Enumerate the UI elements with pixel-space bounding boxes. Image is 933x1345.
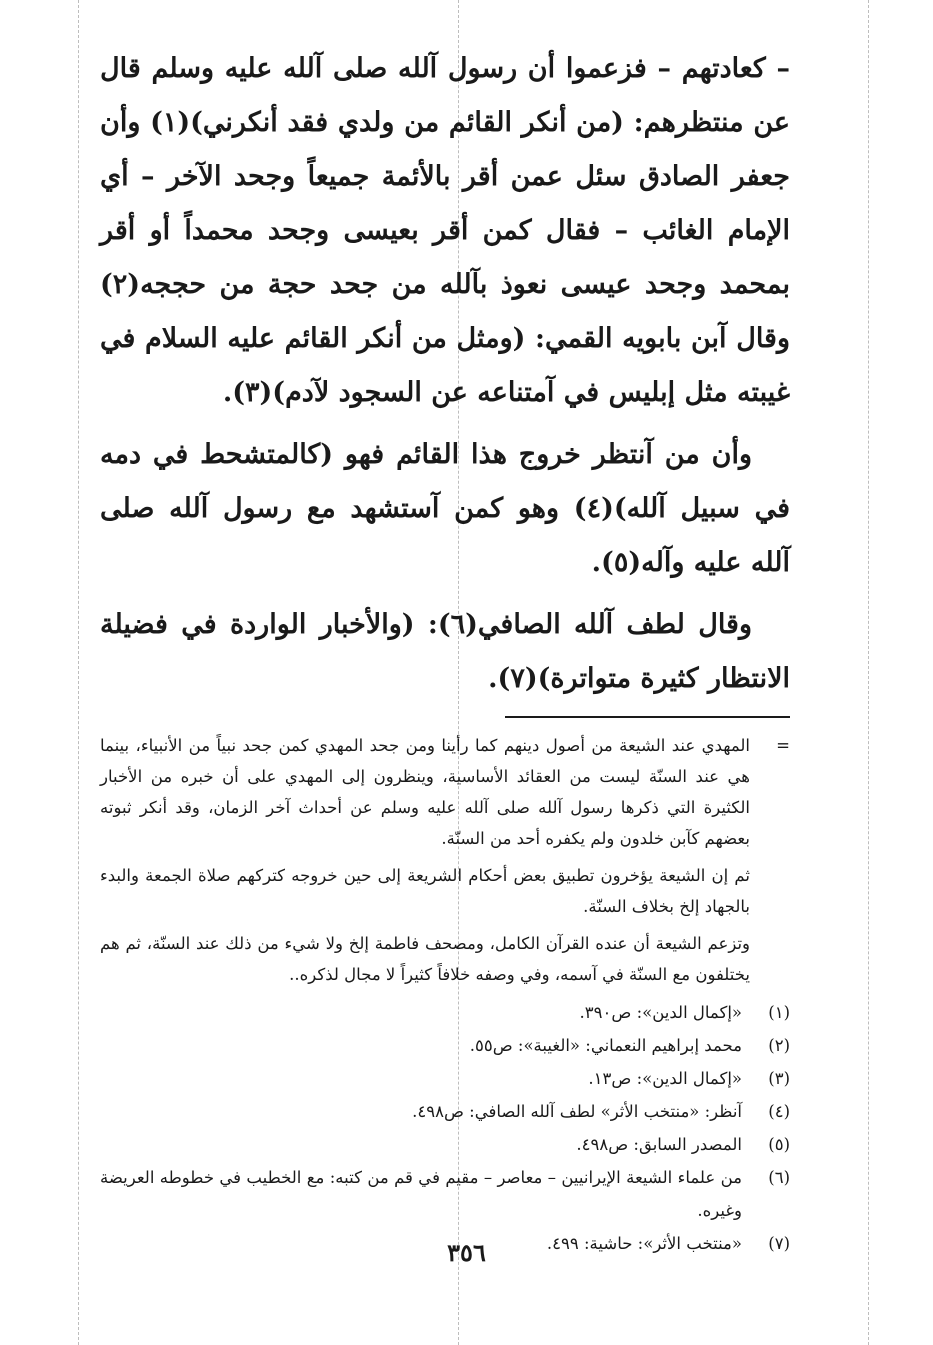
- footnotes-list: [100, 996, 790, 1260]
- footnote-text: «منتخب الأثر»: حاشية: ٤٩٩.: [546, 1234, 742, 1253]
- footnote-continuation: [100, 730, 790, 990]
- continued-note-1: [100, 730, 790, 854]
- footnote-item: [100, 1029, 790, 1062]
- footnote-number: (٢): [768, 1036, 790, 1055]
- footnote-text: «إكمال الدين»: ص١٣.: [588, 1069, 742, 1088]
- footnote-separator: [505, 716, 790, 718]
- footnote-number: (٧): [768, 1234, 790, 1253]
- footnote-item: [100, 1161, 790, 1227]
- footnote-text: آنظر: «منتخب الأثر» لطف آلله الصافي: ص٤٩٨.: [412, 1102, 742, 1121]
- footnote-item: [100, 1128, 790, 1161]
- paragraph-2: وأن من آنتظر خروج هذا القائم فهو (كالمتشحط في دمه في سبيل آلله)(٤) وهو كمن آستشهد مع رسول آلله صلى آلله عليه وآله(٥).: [100, 439, 790, 578]
- paragraph-3: وقال لطف آلله الصافي(٦): (والأخبار الواردة في فضيلة الانتظار كثيرة متواترة)(٧).: [100, 609, 790, 694]
- paragraph-1: – كعادتهم – فزعموا أن رسول آلله صلى آلله عليه وسلم قال عن منتظرهم: (من أنكر القائم من ولدي فقد أنكرني)(١) وأن جعفر الصادق سئل عمن أقر بالأئمة جميعاً وجحد الآخر – أي الإمام الغائب – فقال كمن أقر بعيسى وجحد محمداً أو أقر بمحمد وجحد عيسى نعوذ بآلله من جحد حجة من حججه(٢) وقال آبن بابويه القمي: (ومثل من أنكر القائم عليه السلام في غيبته مثل إبليس في آمتناعه عن السجود لآدم)(٣).: [100, 53, 790, 408]
- book-page: [100, 42, 790, 1260]
- footnote-number: (١): [768, 1003, 790, 1022]
- footnote-item: [100, 1095, 790, 1128]
- footnote-number: (٤): [768, 1102, 790, 1121]
- footnote-text: من علماء الشيعة الإيرانيين – معاصر – مقيم في قم من كتبه: مع الخطيب في خطوطه العريضة وغيره.: [100, 1168, 742, 1220]
- main-text: [100, 42, 790, 706]
- footnote-text: المصدر السابق: ص٤٩٨.: [576, 1135, 742, 1154]
- footnote-text: «إكمال الدين»: ص٣٩٠.: [579, 1003, 742, 1022]
- continuation-mark: =: [776, 736, 790, 755]
- footnote-number: (٦): [768, 1168, 790, 1187]
- continued-note-text: المهدي عند الشيعة من أصول دينهم كما رأينا ومن جحد المهدي كمن جحد نبياً من الأنبياء، بينما هي عند السنّة ليست من العقائد الأساسية، وينظرون إلى المهدي على أن خبره من الأخبار الكثيرة التي ذكرها رسول آلله صلى آلله عليه وسلم عن أحداث آخر الزمان، وقد أنكر ثبوته بعضهم كآبن خلدون ولم يكفره أحد من السنّة.: [100, 736, 750, 848]
- page-number: ٣٥٦: [447, 1238, 486, 1267]
- continued-note-3: وتزعم الشيعة أن عنده القرآن الكامل، ومصحف فاطمة إلخ ولا شيء من ذلك عند السنّة، ثم هم يختلفون مع السنّة في آسمه، وفي وصفه خلافاً كثيراً لا مجال لذكره..: [100, 934, 750, 984]
- scan-fold-line: [868, 0, 869, 1345]
- footnote-number: (٥): [768, 1135, 790, 1154]
- scan-fold-line: [78, 0, 79, 1345]
- continued-note-2: ثم إن الشيعة يؤخرون تطبيق بعض أحكام الشريعة إلى حين خروجه كتركهم صلاة الجمعة والبدء بالجهاد إلخ بخلاف السنّة.: [100, 866, 750, 916]
- footnote-text: محمد إبراهيم النعماني: «الغيبة»: ص٥٥.: [469, 1036, 742, 1055]
- footnote-item: [100, 1062, 790, 1095]
- footnote-item: [100, 996, 790, 1029]
- footnote-number: (٣): [768, 1069, 790, 1088]
